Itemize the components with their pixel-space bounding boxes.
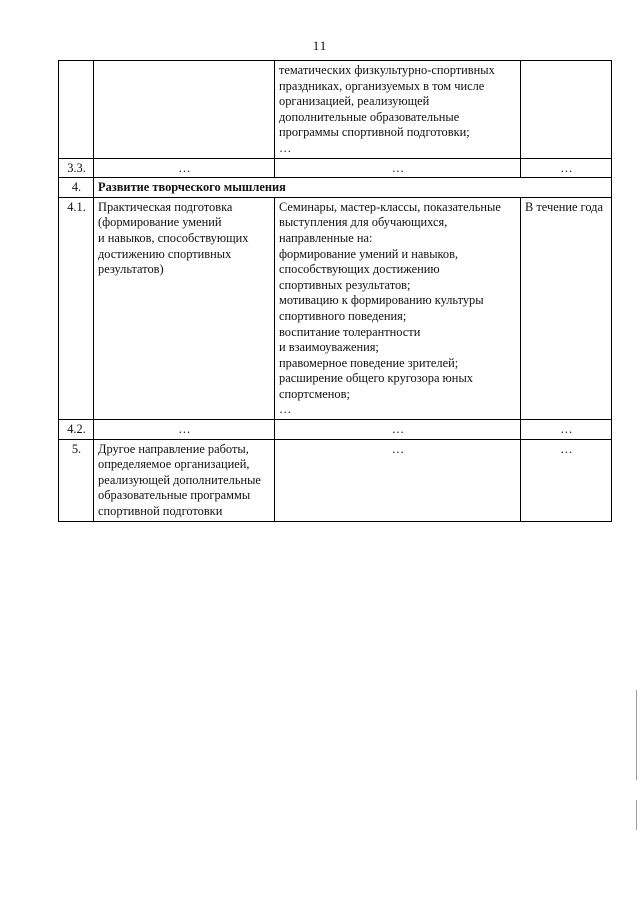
cell-num-empty bbox=[59, 61, 94, 159]
text-line: выступления для обучающихся, bbox=[279, 215, 448, 230]
text-line: дополнительные образовательные bbox=[279, 109, 460, 124]
text-line: направленные на: bbox=[279, 230, 373, 245]
row-number: 4.2. bbox=[59, 420, 94, 440]
text-line: и взаимоуважения; bbox=[279, 340, 379, 355]
text-line: способствующих достижению bbox=[279, 262, 440, 277]
text-line: программы спортивной подготовки; bbox=[279, 125, 470, 140]
text-line: мотивацию к формированию культуры bbox=[279, 293, 484, 308]
cell-col2-empty bbox=[94, 61, 275, 159]
row-number: 4.1. bbox=[59, 197, 94, 419]
cell-description bbox=[275, 197, 521, 419]
table-row-continuation bbox=[59, 61, 612, 159]
text-line: образовательные программы bbox=[98, 488, 251, 503]
cell-ellipsis: … bbox=[275, 158, 521, 178]
text-line: воспитание толерантности bbox=[279, 324, 421, 339]
page-number: 11 bbox=[312, 38, 328, 53]
cell-deadline: В течение года bbox=[521, 197, 612, 419]
text-line: спортсменов; bbox=[279, 386, 350, 401]
cell-continuation-text bbox=[275, 61, 521, 159]
text-line: спортивной подготовки bbox=[98, 504, 223, 519]
text-line: (формирование умений bbox=[98, 215, 222, 230]
cell-ellipsis: … bbox=[275, 420, 521, 440]
cell-ellipsis: … bbox=[275, 439, 521, 521]
plan-table bbox=[58, 60, 612, 522]
text-line: Другое направление работы, bbox=[98, 441, 249, 456]
cell-ellipsis: … bbox=[94, 158, 275, 178]
table-row-4-2 bbox=[59, 420, 612, 440]
text-line: тематических физкультурно-спортивных bbox=[279, 63, 495, 77]
text-line: достижению спортивных bbox=[98, 246, 232, 261]
text-line: результатов) bbox=[98, 262, 164, 277]
row-number: 5. bbox=[59, 439, 94, 521]
scan-edge-mark bbox=[636, 800, 637, 830]
text-line: формирование умений и навыков, bbox=[279, 246, 459, 261]
cell-col4-empty bbox=[521, 61, 612, 159]
table-row-3-3 bbox=[59, 158, 612, 178]
text-line: спортивного поведения; bbox=[279, 308, 407, 323]
text-line: … bbox=[279, 402, 292, 417]
text-line: Семинары, мастер-классы, показательные bbox=[279, 199, 501, 214]
text-line: реализующей дополнительные bbox=[98, 472, 261, 487]
text-line: правомерное поведение зрителей; bbox=[279, 355, 459, 370]
text-line: … bbox=[279, 140, 292, 155]
row-number: 3.3. bbox=[59, 158, 94, 178]
cell-ellipsis: … bbox=[94, 420, 275, 440]
scan-edge-mark bbox=[636, 690, 637, 780]
cell-activity bbox=[94, 197, 275, 419]
cell-activity bbox=[94, 439, 275, 521]
row-number: 4. bbox=[59, 178, 94, 198]
section-title: Развитие творческого мышления bbox=[94, 178, 612, 198]
text-line: спортивных результатов; bbox=[279, 277, 411, 292]
text-line: Практическая подготовка bbox=[98, 199, 233, 214]
table-row-section-4 bbox=[59, 178, 612, 198]
cell-ellipsis: … bbox=[521, 158, 612, 178]
text-line: расширение общего кругозора юных bbox=[279, 371, 473, 386]
text-line: определяемое организацией, bbox=[98, 457, 250, 472]
cell-ellipsis: … bbox=[521, 420, 612, 440]
table-row-5 bbox=[59, 439, 612, 521]
text-line: праздниках, организуемых в том числе bbox=[279, 78, 485, 93]
text-line: организацией, реализующей bbox=[279, 94, 430, 109]
cell-ellipsis: … bbox=[521, 439, 612, 521]
table-row-4-1 bbox=[59, 197, 612, 419]
text-line: и навыков, способствующих bbox=[98, 230, 249, 245]
